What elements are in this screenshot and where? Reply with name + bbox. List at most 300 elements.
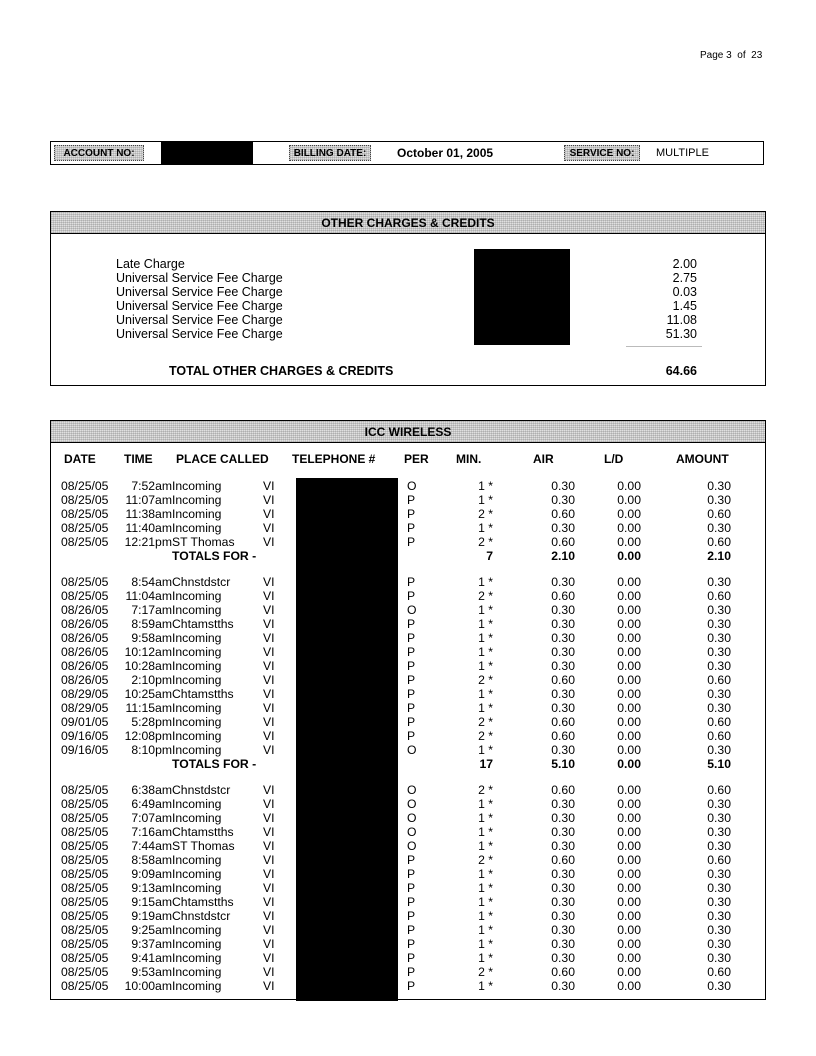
call-amount: 0.60 bbox=[707, 783, 731, 797]
call-date: 08/25/05 bbox=[61, 589, 109, 603]
call-row bbox=[51, 909, 767, 923]
call-place: Chnstdstcr bbox=[172, 909, 231, 923]
call-row bbox=[51, 673, 767, 687]
call-ld: 0.00 bbox=[617, 923, 641, 937]
call-place: Chtamstths bbox=[172, 895, 234, 909]
call-state: VI bbox=[263, 895, 275, 909]
call-row bbox=[51, 743, 767, 757]
call-date: 09/01/05 bbox=[61, 715, 109, 729]
totals-air: 2.10 bbox=[551, 549, 575, 563]
call-air: 0.30 bbox=[551, 909, 575, 923]
call-air: 0.30 bbox=[551, 687, 575, 701]
call-ld: 0.00 bbox=[617, 659, 641, 673]
call-amount: 0.30 bbox=[707, 701, 731, 715]
subtotal-rule bbox=[626, 346, 702, 347]
call-period: P bbox=[407, 687, 416, 701]
call-ld: 0.00 bbox=[617, 631, 641, 645]
call-time: 9:53am bbox=[131, 965, 172, 979]
call-time: 10:28am bbox=[124, 659, 172, 673]
account-number-label: ACCOUNT NO: bbox=[54, 145, 144, 161]
call-amount: 0.30 bbox=[707, 617, 731, 631]
call-state: VI bbox=[263, 909, 275, 923]
call-air: 0.30 bbox=[551, 839, 575, 853]
call-period: P bbox=[407, 729, 416, 743]
call-date: 08/26/05 bbox=[61, 617, 109, 631]
call-state: VI bbox=[263, 979, 275, 993]
call-air: 0.30 bbox=[551, 603, 575, 617]
call-amount: 0.30 bbox=[707, 743, 731, 757]
call-amount: 0.30 bbox=[707, 867, 731, 881]
call-minutes: 2 * bbox=[478, 965, 493, 979]
service-number-value: MULTIPLE bbox=[656, 147, 709, 159]
call-row bbox=[51, 825, 767, 839]
wireless-title: ICC WIRELESS bbox=[51, 421, 765, 443]
call-amount: 0.30 bbox=[707, 521, 731, 535]
call-period: P bbox=[407, 645, 416, 659]
call-amount: 0.30 bbox=[707, 839, 731, 853]
call-period: P bbox=[407, 937, 416, 951]
call-place: Incoming bbox=[172, 729, 222, 743]
call-place: Incoming bbox=[172, 521, 222, 535]
totals-minutes: 7 bbox=[486, 549, 493, 563]
call-ld: 0.00 bbox=[617, 589, 641, 603]
call-state: VI bbox=[263, 589, 275, 603]
other-charge-label: Universal Service Fee Charge bbox=[116, 285, 283, 299]
call-air: 0.30 bbox=[551, 811, 575, 825]
call-state: VI bbox=[263, 631, 275, 645]
call-row bbox=[51, 617, 767, 631]
call-date: 08/25/05 bbox=[61, 797, 109, 811]
call-row bbox=[51, 783, 767, 797]
call-air: 0.30 bbox=[551, 797, 575, 811]
call-minutes: 1 * bbox=[478, 811, 493, 825]
call-date: 08/25/05 bbox=[61, 783, 109, 797]
call-place: Incoming bbox=[172, 715, 222, 729]
call-minutes: 1 * bbox=[478, 909, 493, 923]
call-place: Incoming bbox=[172, 867, 222, 881]
call-time: 11:15am bbox=[125, 701, 172, 715]
call-date: 08/26/05 bbox=[61, 673, 109, 687]
call-state: VI bbox=[263, 535, 275, 549]
call-air: 0.30 bbox=[551, 743, 575, 757]
call-period: P bbox=[407, 715, 416, 729]
call-time: 9:37am bbox=[131, 937, 172, 951]
other-charge-label: Universal Service Fee Charge bbox=[116, 327, 283, 341]
call-row bbox=[51, 895, 767, 909]
call-minutes: 2 * bbox=[478, 783, 493, 797]
call-ld: 0.00 bbox=[617, 937, 641, 951]
call-amount: 0.30 bbox=[707, 603, 731, 617]
call-minutes: 1 * bbox=[478, 687, 493, 701]
call-period: P bbox=[407, 575, 416, 589]
call-period: P bbox=[407, 617, 416, 631]
call-ld: 0.00 bbox=[617, 507, 641, 521]
call-date: 08/26/05 bbox=[61, 659, 109, 673]
call-amount: 0.30 bbox=[707, 923, 731, 937]
call-date: 08/25/05 bbox=[61, 895, 109, 909]
call-state: VI bbox=[263, 645, 275, 659]
account-number-redaction bbox=[161, 142, 253, 164]
call-time: 10:25am bbox=[124, 687, 172, 701]
call-ld: 0.00 bbox=[617, 645, 641, 659]
call-row bbox=[51, 839, 767, 853]
call-minutes: 1 * bbox=[478, 797, 493, 811]
call-period: P bbox=[407, 895, 416, 909]
other-charge-label: Universal Service Fee Charge bbox=[116, 299, 283, 313]
call-state: VI bbox=[263, 881, 275, 895]
totals-air: 5.10 bbox=[551, 757, 575, 771]
call-state: VI bbox=[263, 603, 275, 617]
other-charge-amount: 2.75 bbox=[672, 271, 697, 285]
call-row bbox=[51, 923, 767, 937]
call-ld: 0.00 bbox=[617, 479, 641, 493]
call-period: P bbox=[407, 965, 416, 979]
call-state: VI bbox=[263, 937, 275, 951]
call-date: 08/25/05 bbox=[61, 979, 109, 993]
call-place: Incoming bbox=[172, 589, 222, 603]
totals-label: TOTALS FOR - bbox=[172, 549, 257, 563]
call-period: P bbox=[407, 923, 416, 937]
call-state: VI bbox=[263, 853, 275, 867]
call-date: 08/25/05 bbox=[61, 839, 109, 853]
call-date: 08/29/05 bbox=[61, 701, 109, 715]
call-amount: 0.60 bbox=[707, 589, 731, 603]
call-place: Chtamstths bbox=[172, 825, 234, 839]
call-place: Incoming bbox=[172, 881, 222, 895]
call-ld: 0.00 bbox=[617, 729, 641, 743]
call-date: 08/25/05 bbox=[61, 521, 109, 535]
call-minutes: 2 * bbox=[478, 673, 493, 687]
call-period: P bbox=[407, 493, 416, 507]
call-date: 08/29/05 bbox=[61, 687, 109, 701]
call-period: P bbox=[407, 979, 416, 993]
call-minutes: 1 * bbox=[478, 937, 493, 951]
call-date: 08/25/05 bbox=[61, 507, 109, 521]
call-ld: 0.00 bbox=[617, 853, 641, 867]
call-period: P bbox=[407, 867, 416, 881]
call-air: 0.30 bbox=[551, 575, 575, 589]
call-air: 0.60 bbox=[551, 535, 575, 549]
col-header-place: PLACE CALLED bbox=[176, 452, 269, 466]
call-place: Chnstdstcr bbox=[172, 783, 231, 797]
call-air: 0.30 bbox=[551, 867, 575, 881]
call-amount: 0.30 bbox=[707, 895, 731, 909]
call-time: 9:15am bbox=[131, 895, 172, 909]
call-date: 08/25/05 bbox=[61, 937, 109, 951]
call-ld: 0.00 bbox=[617, 521, 641, 535]
call-minutes: 1 * bbox=[478, 743, 493, 757]
call-ld: 0.00 bbox=[617, 617, 641, 631]
call-row bbox=[51, 867, 767, 881]
call-place: Incoming bbox=[172, 603, 222, 617]
call-air: 0.60 bbox=[551, 729, 575, 743]
call-row bbox=[51, 687, 767, 701]
call-time: 8:58am bbox=[131, 853, 172, 867]
call-air: 0.30 bbox=[551, 493, 575, 507]
call-row bbox=[51, 589, 767, 603]
call-air: 0.30 bbox=[551, 631, 575, 645]
call-ld: 0.00 bbox=[617, 743, 641, 757]
call-place: Incoming bbox=[172, 701, 222, 715]
call-state: VI bbox=[263, 839, 275, 853]
call-place: Incoming bbox=[172, 659, 222, 673]
call-time: 7:07am bbox=[131, 811, 172, 825]
call-row bbox=[51, 701, 767, 715]
call-air: 0.30 bbox=[551, 701, 575, 715]
other-charges-section bbox=[50, 211, 766, 386]
col-header-amount: AMOUNT bbox=[676, 452, 729, 466]
call-ld: 0.00 bbox=[617, 881, 641, 895]
call-state: VI bbox=[263, 575, 275, 589]
call-period: P bbox=[407, 507, 416, 521]
call-air: 0.30 bbox=[551, 825, 575, 839]
call-minutes: 1 * bbox=[478, 923, 493, 937]
other-charge-label: Universal Service Fee Charge bbox=[116, 313, 283, 327]
call-time: 6:38am bbox=[131, 783, 172, 797]
call-amount: 0.60 bbox=[707, 729, 731, 743]
other-charge-label: Universal Service Fee Charge bbox=[116, 271, 283, 285]
call-minutes: 2 * bbox=[478, 589, 493, 603]
call-amount: 0.60 bbox=[707, 853, 731, 867]
call-amount: 0.30 bbox=[707, 797, 731, 811]
call-ld: 0.00 bbox=[617, 603, 641, 617]
call-time: 11:07am bbox=[125, 493, 172, 507]
call-row bbox=[51, 493, 767, 507]
other-charge-amount: 1.45 bbox=[672, 299, 697, 313]
call-row bbox=[51, 881, 767, 895]
other-charges-total-amount: 64.66 bbox=[665, 364, 697, 378]
totals-ld: 0.00 bbox=[617, 757, 641, 771]
call-date: 08/26/05 bbox=[61, 645, 109, 659]
call-time: 10:00am bbox=[124, 979, 172, 993]
call-place: Incoming bbox=[172, 479, 222, 493]
call-amount: 0.30 bbox=[707, 645, 731, 659]
call-period: O bbox=[407, 783, 417, 797]
call-date: 08/25/05 bbox=[61, 535, 109, 549]
col-header-per: PER bbox=[404, 452, 429, 466]
call-ld: 0.00 bbox=[617, 673, 641, 687]
call-time: 9:41am bbox=[131, 951, 172, 965]
call-ld: 0.00 bbox=[617, 535, 641, 549]
totals-amount: 5.10 bbox=[707, 757, 731, 771]
call-period: P bbox=[407, 535, 416, 549]
totals-amount: 2.10 bbox=[707, 549, 731, 563]
totals-row bbox=[51, 549, 767, 563]
call-air: 0.60 bbox=[551, 715, 575, 729]
call-period: P bbox=[407, 951, 416, 965]
call-place: Incoming bbox=[172, 797, 222, 811]
service-number-label: SERVICE NO: bbox=[564, 145, 640, 161]
call-state: VI bbox=[263, 923, 275, 937]
call-row bbox=[51, 965, 767, 979]
col-header-time: TIME bbox=[124, 452, 153, 466]
call-minutes: 1 * bbox=[478, 617, 493, 631]
call-place: Chnstdstcr bbox=[172, 575, 231, 589]
call-time: 7:17am bbox=[131, 603, 172, 617]
call-amount: 0.30 bbox=[707, 825, 731, 839]
call-date: 09/16/05 bbox=[61, 729, 109, 743]
call-row bbox=[51, 645, 767, 659]
call-amount: 0.60 bbox=[707, 965, 731, 979]
call-place: Chtamstths bbox=[172, 617, 234, 631]
call-period: P bbox=[407, 701, 416, 715]
call-state: VI bbox=[263, 743, 275, 757]
call-row bbox=[51, 951, 767, 965]
call-time: 2:10pm bbox=[131, 673, 172, 687]
call-minutes: 1 * bbox=[478, 603, 493, 617]
call-minutes: 1 * bbox=[478, 979, 493, 993]
call-row bbox=[51, 811, 767, 825]
call-minutes: 2 * bbox=[478, 853, 493, 867]
call-period: O bbox=[407, 825, 417, 839]
call-minutes: 1 * bbox=[478, 493, 493, 507]
other-charges-total-label: TOTAL OTHER CHARGES & CREDITS bbox=[169, 364, 394, 378]
call-date: 08/25/05 bbox=[61, 853, 109, 867]
call-ld: 0.00 bbox=[617, 701, 641, 715]
call-state: VI bbox=[263, 965, 275, 979]
call-state: VI bbox=[263, 479, 275, 493]
billing-date-value: October 01, 2005 bbox=[397, 146, 494, 160]
call-period: P bbox=[407, 673, 416, 687]
call-ld: 0.00 bbox=[617, 783, 641, 797]
call-state: VI bbox=[263, 521, 275, 535]
call-place: Incoming bbox=[172, 507, 222, 521]
call-ld: 0.00 bbox=[617, 687, 641, 701]
call-date: 08/26/05 bbox=[61, 603, 109, 617]
call-amount: 0.30 bbox=[707, 687, 731, 701]
call-period: P bbox=[407, 631, 416, 645]
call-state: VI bbox=[263, 701, 275, 715]
call-state: VI bbox=[263, 687, 275, 701]
call-air: 0.60 bbox=[551, 589, 575, 603]
call-state: VI bbox=[263, 507, 275, 521]
call-date: 08/25/05 bbox=[61, 867, 109, 881]
wireless-section bbox=[50, 420, 766, 1000]
call-row bbox=[51, 797, 767, 811]
call-air: 0.30 bbox=[551, 881, 575, 895]
call-air: 0.30 bbox=[551, 617, 575, 631]
call-time: 7:16am bbox=[131, 825, 172, 839]
call-date: 08/25/05 bbox=[61, 493, 109, 507]
call-row bbox=[51, 535, 767, 549]
call-minutes: 1 * bbox=[478, 521, 493, 535]
call-place: Incoming bbox=[172, 937, 222, 951]
call-period: P bbox=[407, 589, 416, 603]
call-row bbox=[51, 979, 767, 993]
call-ld: 0.00 bbox=[617, 951, 641, 965]
call-time: 7:44am bbox=[131, 839, 172, 853]
call-time: 9:58am bbox=[131, 631, 172, 645]
call-minutes: 1 * bbox=[478, 895, 493, 909]
call-ld: 0.00 bbox=[617, 839, 641, 853]
call-minutes: 1 * bbox=[478, 631, 493, 645]
call-ld: 0.00 bbox=[617, 965, 641, 979]
call-state: VI bbox=[263, 797, 275, 811]
call-place: ST Thomas bbox=[172, 839, 235, 853]
call-amount: 0.60 bbox=[707, 535, 731, 549]
call-minutes: 1 * bbox=[478, 881, 493, 895]
call-row bbox=[51, 937, 767, 951]
account-info-bar bbox=[50, 141, 764, 165]
call-state: VI bbox=[263, 811, 275, 825]
call-air: 0.30 bbox=[551, 923, 575, 937]
col-header-telephone: TELEPHONE # bbox=[292, 452, 376, 466]
call-date: 08/25/05 bbox=[61, 825, 109, 839]
call-air: 0.30 bbox=[551, 979, 575, 993]
call-period: P bbox=[407, 881, 416, 895]
totals-row bbox=[51, 757, 767, 771]
call-amount: 0.30 bbox=[707, 951, 731, 965]
call-amount: 0.60 bbox=[707, 673, 731, 687]
call-air: 0.60 bbox=[551, 507, 575, 521]
call-period: O bbox=[407, 603, 417, 617]
call-amount: 0.30 bbox=[707, 479, 731, 493]
call-time: 7:52am bbox=[131, 479, 172, 493]
call-amount: 0.60 bbox=[707, 507, 731, 521]
call-period: P bbox=[407, 521, 416, 535]
call-amount: 0.30 bbox=[707, 881, 731, 895]
call-time: 9:25am bbox=[131, 923, 172, 937]
call-state: VI bbox=[263, 493, 275, 507]
call-amount: 0.30 bbox=[707, 979, 731, 993]
call-air: 0.30 bbox=[551, 645, 575, 659]
call-state: VI bbox=[263, 951, 275, 965]
call-state: VI bbox=[263, 867, 275, 881]
call-row bbox=[51, 659, 767, 673]
other-charge-amount: 0.03 bbox=[672, 285, 697, 299]
call-date: 08/25/05 bbox=[61, 479, 109, 493]
call-air: 0.30 bbox=[551, 951, 575, 965]
call-row bbox=[51, 603, 767, 617]
call-row bbox=[51, 521, 767, 535]
call-period: P bbox=[407, 853, 416, 867]
call-ld: 0.00 bbox=[617, 867, 641, 881]
call-air: 0.60 bbox=[551, 783, 575, 797]
call-time: 9:13am bbox=[131, 881, 172, 895]
call-place: Incoming bbox=[172, 493, 222, 507]
call-date: 09/16/05 bbox=[61, 743, 109, 757]
call-time: 10:12am bbox=[124, 645, 172, 659]
other-charges-redaction bbox=[474, 249, 570, 345]
totals-minutes: 17 bbox=[479, 757, 493, 771]
call-row bbox=[51, 575, 767, 589]
call-ld: 0.00 bbox=[617, 811, 641, 825]
col-header-air: AIR bbox=[533, 452, 554, 466]
call-time: 11:04am bbox=[125, 589, 172, 603]
call-time: 11:40am bbox=[125, 521, 172, 535]
other-charge-amount: 2.00 bbox=[672, 257, 697, 271]
call-minutes: 1 * bbox=[478, 645, 493, 659]
call-time: 11:38am bbox=[125, 507, 172, 521]
call-time: 12:08pm bbox=[124, 729, 172, 743]
call-period: O bbox=[407, 839, 417, 853]
call-row bbox=[51, 853, 767, 867]
other-charge-amount: 51.30 bbox=[665, 327, 697, 341]
other-charge-label: Late Charge bbox=[116, 257, 185, 271]
call-state: VI bbox=[263, 659, 275, 673]
call-air: 0.30 bbox=[551, 521, 575, 535]
totals-ld: 0.00 bbox=[617, 549, 641, 563]
call-amount: 0.30 bbox=[707, 575, 731, 589]
call-place: Incoming bbox=[172, 645, 222, 659]
col-header-min: MIN. bbox=[456, 452, 482, 466]
page-number: Page 3 of 23 bbox=[700, 50, 763, 61]
call-air: 0.30 bbox=[551, 659, 575, 673]
call-state: VI bbox=[263, 617, 275, 631]
billing-date-label: BILLING DATE: bbox=[289, 145, 371, 161]
call-time: 5:28pm bbox=[131, 715, 172, 729]
call-minutes: 1 * bbox=[478, 479, 493, 493]
